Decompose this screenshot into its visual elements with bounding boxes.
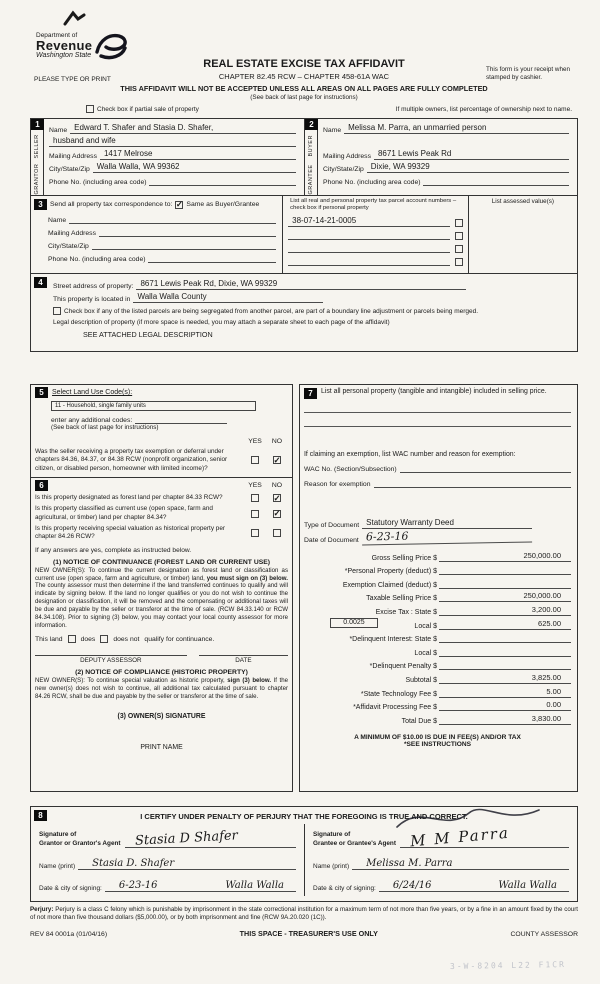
grantee-signature: M M Parra — [409, 823, 511, 851]
minimum-due-note: A MINIMUM OF $10.00 IS DUE IN FEE(S) AND/OR TAX — [354, 733, 521, 741]
current-use-question: Is this property classified as current use (open space, farm and agricultural, or timber) land per chapter 84.34? — [35, 505, 213, 521]
doc-type-label: Type of Document — [304, 522, 360, 529]
located-in-label: This property is located in — [53, 296, 131, 303]
grantor-name-print-label: Name (print) — [39, 863, 76, 870]
grantor-date-city-field[interactable]: 6-23-16 Walla Walla — [105, 880, 296, 892]
section-seller — [31, 119, 304, 195]
revenue-swoosh-icon — [94, 32, 128, 60]
section-3-number: 3 — [34, 199, 47, 210]
seller-sidestrip — [31, 119, 44, 195]
buyer-csz-label: City/State/Zip — [323, 166, 364, 173]
grantee-signature-label: Signature of Grantee or Grantee's Agent — [313, 831, 396, 847]
grantor-signature-label: Signature of Grantor or Grantor's Agent — [39, 831, 121, 847]
same-as-buyer-checkbox[interactable]: ✓ — [175, 199, 183, 210]
send-correspondence-label: Send all property tax correspondence to: — [50, 201, 173, 208]
total-due-row: Total Due $ 3,830.00 — [304, 711, 571, 725]
segregated-label: Check box if any of the listed parcels are being segregated from another parcel, are part of a boundary line adjustment or parcels being merged. — [64, 307, 479, 315]
corr-name-label: Name — [48, 217, 67, 224]
wac-label: WAC No. (Section/Subsection) — [304, 466, 397, 473]
current-use-yes-checkbox[interactable] — [251, 510, 259, 518]
section-4-number: 4 — [34, 277, 47, 288]
chapter-line: CHAPTER 82.45 RCW – CHAPTER 458-61A WAC — [218, 72, 390, 81]
s6-yes-header: YES — [248, 481, 262, 489]
wac-field[interactable] — [400, 463, 571, 473]
land-does-checkbox[interactable] — [68, 635, 76, 643]
exemption-claimed-row: Exemption Claimed (deduct) $ — [304, 575, 571, 589]
affidavit-processing-fee-row: *Affidavit Processing Fee $ 0.00 — [304, 698, 571, 712]
rev-number: REV 84 0001a (01/04/16) — [30, 930, 108, 938]
section-buyer — [304, 119, 577, 195]
buyer-mail-field[interactable]: 8671 Lewis Peak Rd — [374, 149, 569, 160]
form-header — [30, 0, 578, 118]
forest-no-checkbox[interactable]: ✓ — [273, 492, 281, 503]
partial-sale-checkbox[interactable] — [86, 105, 94, 113]
dor-logo-text — [36, 32, 92, 59]
notice-compliance-title: (2) NOTICE OF COMPLIANCE (HISTORIC PROPERTY) — [75, 669, 248, 676]
grantor-name-print-field[interactable]: Stasia D. Shafer — [78, 858, 296, 870]
see-instructions-note: *SEE INSTRUCTIONS — [403, 740, 472, 748]
please-type-label: PLEASE TYPE OR PRINT — [34, 76, 111, 83]
section-1-number: 1 — [31, 119, 44, 130]
corr-phone-field[interactable] — [148, 253, 276, 263]
section-7-number: 7 — [304, 388, 317, 399]
parcel-number-field-2[interactable] — [288, 230, 450, 240]
delinquent-penalty-row: *Delinquent Penalty $ — [304, 657, 571, 671]
historic-no-checkbox[interactable] — [273, 529, 281, 537]
state-technology-fee-value[interactable]: 5.00 — [439, 687, 571, 698]
revenue-line: Revenue — [36, 38, 93, 53]
grantee-date-city-label: Date & city of signing: — [313, 885, 376, 892]
personal-property-label: List all personal property (tangible and intangible) included in selling price. — [321, 388, 547, 395]
grantee-name-print-label: Name (print) — [313, 863, 350, 870]
reason-label: Reason for exemption — [304, 481, 371, 488]
delinquent-interest-state-row: *Delinquent Interest: State $ — [304, 630, 571, 644]
excise-tax-state-row: Excise Tax : State $ 3,200.00 — [304, 602, 571, 616]
total-due-value[interactable]: 3,830.00 — [439, 714, 571, 725]
land-post-label: qualify for continuance. — [144, 635, 215, 643]
land-pre-label: This land — [35, 635, 63, 643]
delinquent-interest-local-row: Local $ — [304, 643, 571, 657]
grantor-signature-field[interactable] — [125, 826, 296, 848]
local-rate-box[interactable]: 0.0025 — [330, 618, 378, 628]
perjury-paragraph: Perjury: Perjury is a class C felony which is punishable by imprisonment in the state correctional institution for a maximum term of not more than five years, or by a fine in an amount fixed by the court of not more than five thousand dollars ($5,000.00), or by both imprisonment and fine (RCW 9A.20.020 (1C)). — [30, 906, 578, 922]
s5-yes-header: YES — [248, 438, 262, 445]
seller-name-field-2[interactable]: husband and wife — [49, 136, 296, 147]
seller-name-label: Name — [49, 127, 68, 134]
parcel-number-field[interactable]: 38-07-14-21-0005 — [288, 216, 450, 227]
subtotal-value[interactable]: 3,825.00 — [439, 673, 571, 684]
segregated-checkbox[interactable] — [53, 307, 61, 315]
seller-name-field[interactable]: Edward T. Shafer and Stasia D. Shafer, — [70, 123, 296, 134]
left-column — [30, 384, 293, 792]
seller-mail-field[interactable]: 1417 Melrose — [100, 149, 296, 160]
deputy-assessor-label: DEPUTY ASSESSOR — [35, 655, 187, 664]
historic-yes-checkbox[interactable] — [251, 529, 259, 537]
grantor-date-city-label: Date & city of signing: — [39, 885, 102, 892]
deferral-yes-checkbox[interactable] — [251, 456, 259, 464]
continuance-qualify-row — [35, 635, 288, 643]
county-assessor-label: COUNTY ASSESSOR — [510, 930, 578, 938]
same-as-buyer-label: Same as Buyer/Grantee — [186, 201, 260, 208]
partial-sale-label: Check box if partial sale of property — [97, 105, 199, 113]
seller-phone-field[interactable] — [149, 176, 296, 186]
section-7 — [299, 384, 578, 792]
reason-field[interactable] — [374, 478, 572, 488]
exemption-claimed-value[interactable] — [439, 579, 571, 589]
see-back-note: (See back of last page for instructions) — [250, 94, 358, 101]
corr-csz-label: City/State/Zip — [48, 243, 89, 250]
section-8 — [30, 806, 578, 902]
warning-line: THIS AFFIDAVIT WILL NOT BE ACCEPTED UNLESS ALL AREAS ON ALL PAGES ARE FULLY COMPLETED — [120, 84, 488, 93]
taxable-selling-price-value[interactable]: 250,000.00 — [439, 591, 571, 602]
form-title: REAL ESTATE EXCISE TAX AFFIDAVIT — [203, 58, 405, 70]
corr-name-field[interactable] — [69, 214, 276, 224]
parcel-personal-checkbox-3[interactable] — [455, 245, 463, 253]
certify-statement: I CERTIFY UNDER PENALTY OF PERJURY THAT THE FOREGOING IS TRUE AND CORRECT. — [140, 812, 468, 821]
taxable-selling-price-row: Taxable Selling Price $ 250,000.00 — [304, 589, 571, 603]
corr-mail-label: Mailing Address — [48, 230, 96, 237]
land-does-not-checkbox[interactable] — [100, 635, 108, 643]
seller-side-label: SELLER — [34, 134, 40, 159]
s5-see-back-note: (See back of last page for instructions) — [51, 424, 159, 431]
footer-row — [30, 929, 578, 938]
buyer-mail-label: Mailing Address — [323, 153, 371, 160]
notice-continuance-text: NEW OWNER(S): To continue the current designation as forest land or classification as current use (open space, farm and agriculture, or timber) land, you must sign on (3) below. The county assessor must then determine if the land transferred continues to qualify and will indicate by signing below. If the land no longer qualifies or you do not wish to continue the designation or classification, it will be removed and the compensating or additional taxes will be due and payable by the seller or transferor at the time of sale. (RCW 84.33.140 or RCW 84.34.108). Prior to signing (3) below, you may contact your local county assessor for more information. — [35, 566, 288, 630]
forest-land-question: Is this property designated as forest land per chapter 84.33 RCW? — [35, 493, 223, 501]
section-8-number: 8 — [34, 810, 47, 821]
dept-line: Department of — [36, 32, 78, 39]
subtotal-row: Subtotal $ 3,825.00 — [304, 670, 571, 684]
land-use-code-field[interactable]: 11 - Household, single family units — [51, 401, 256, 411]
section-5 — [31, 385, 292, 477]
corr-csz-field[interactable] — [92, 240, 276, 250]
tax-computation-table — [304, 548, 571, 725]
current-use-no-checkbox[interactable]: ✓ — [273, 508, 281, 519]
corr-phone-label: Phone No. (including area code) — [48, 256, 146, 263]
parcel-number-field-4[interactable] — [288, 256, 450, 266]
doc-date-field[interactable]: 6-23-16 — [362, 528, 532, 546]
personal-property-deduct-row: *Personal Property (deduct) $ — [304, 562, 571, 576]
grantee-name-print-field[interactable]: Melissa M. Parra — [352, 858, 569, 870]
buyer-side-label: BUYER — [308, 135, 314, 157]
personal-property-line-2[interactable] — [304, 413, 571, 427]
personal-property-deduct-value[interactable] — [439, 565, 571, 575]
multiple-owners-note: If multiple owners, list percentage of ownership next to name. — [395, 105, 572, 113]
grantee-date-city-field[interactable]: 6/24/16 Walla Walla — [379, 880, 569, 892]
additional-codes-field[interactable] — [135, 414, 227, 424]
land-does-not-label: does not — [113, 635, 140, 643]
legal-description-label: Legal description of property (if more space is needed, you may attach a separate sheet to each page of the affidavit) — [53, 319, 390, 326]
section-6 — [31, 477, 292, 791]
seller-csz-label: City/State/Zip — [49, 166, 90, 173]
section-2-number: 2 — [305, 119, 318, 130]
historic-question: Is this property receiving special valuation as historical property per chapter 84.26 RCW? — [35, 524, 226, 541]
section-4 — [31, 273, 577, 351]
additional-codes-label: enter any additional codes: — [51, 417, 133, 424]
buyer-csz-field[interactable]: Dixie, WA 99329 — [367, 162, 569, 173]
parcel-number-field-3[interactable] — [288, 243, 450, 253]
faint-stamp-text: 3-W-8204 L22 F1CR — [450, 959, 567, 972]
treasurer-use-label: THIS SPACE - TREASURER'S USE ONLY — [239, 928, 378, 938]
buyer-phone-label: Phone No. (including area code) — [323, 179, 421, 186]
deferral-question: Was the seller receiving a property tax exemption or deferral under chapters 84.36, 84.37, or 84.38 RCW (nonprofit organization, senior citizen, or disabled person, homeowner with limited income)? — [35, 448, 228, 472]
land-does-label: does — [80, 635, 96, 643]
print-name-label: PRINT NAME — [140, 743, 183, 751]
forest-yes-checkbox[interactable] — [251, 494, 259, 502]
deferral-no-checkbox[interactable]: ✓ — [273, 455, 281, 466]
grantee-signature-field[interactable] — [400, 823, 569, 851]
grantee-side-label: GRANTEE — [308, 163, 314, 194]
located-in-field[interactable]: Walla Walla County — [133, 292, 323, 303]
assessed-value-header: List assessed value(s) — [491, 198, 555, 205]
legal-description-field[interactable]: SEE ATTACHED LEGAL DESCRIPTION — [83, 330, 213, 339]
if-yes-note: If any answers are yes, complete as instructed below. — [35, 546, 192, 554]
s6-no-header: NO — [271, 481, 283, 489]
buyer-name-label: Name — [323, 127, 342, 134]
excise-tax-state-value[interactable]: 3,200.00 — [439, 605, 571, 616]
state-technology-fee-row: *State Technology Fee $ 5.00 — [304, 684, 571, 698]
parcel-personal-checkbox-2[interactable] — [455, 232, 463, 240]
grantee-signing-block — [304, 824, 577, 896]
pen-mark-icon — [62, 10, 88, 30]
gross-selling-price-row: Gross Selling Price $ 250,000.00 — [304, 548, 571, 562]
grantor-signing-block — [31, 824, 304, 896]
notice-continuance-title: (1) NOTICE OF CONTINUANCE (FOREST LAND OR CURRENT USE) — [52, 558, 271, 566]
exemption-label: If claiming an exemption, list WAC number and reason for exemption: — [304, 451, 516, 458]
doc-type-field[interactable]: Statutory Warranty Deed — [362, 518, 532, 529]
section-5-number: 5 — [35, 387, 48, 398]
state-line: Washington State — [36, 52, 92, 59]
parcel-personal-checkbox-1[interactable] — [455, 219, 463, 227]
delinquent-penalty-value[interactable] — [439, 660, 571, 670]
corr-mail-field[interactable] — [99, 227, 276, 237]
buyer-phone-field[interactable] — [423, 176, 569, 186]
partial-sale-row — [86, 105, 572, 113]
section-6-number: 6 — [35, 480, 48, 491]
street-address-label: Street address of property: — [53, 283, 134, 290]
assessor-date-label: DATE — [199, 655, 288, 664]
parties-box — [30, 118, 578, 352]
affidavit-processing-fee-value[interactable]: 0.00 — [439, 700, 571, 711]
buyer-sidestrip — [305, 119, 318, 195]
receipt-note: This form is your receipt when stamped by cashier. — [486, 66, 570, 81]
seller-mail-label: Mailing Address — [49, 153, 97, 160]
s5-no-header: NO — [271, 438, 283, 445]
seller-csz-field[interactable]: Walla Walla, WA 99362 — [93, 162, 296, 173]
street-address-field[interactable]: 8671 Lewis Peak Rd, Dixie, WA 99329 — [136, 279, 466, 290]
notice-compliance-text: NEW OWNER(S): To continue special valuation as historic property, sign (3) below. If the new owner(s) does not wish to continue, all additional tax calculated pursuant to chapter 84.26 RCW, shall be due and payable by the seller or transferor at the time of sale. — [35, 677, 289, 700]
section-3 — [31, 195, 577, 273]
grantor-side-label: GRANTOR — [34, 163, 40, 195]
parcel-header: List all real and personal property tax parcel account numbers – check box if personal property — [290, 198, 457, 212]
deputy-assessor-row — [35, 655, 288, 664]
delinquent-interest-local-value[interactable] — [439, 647, 571, 657]
grantor-signature: Stasia D Shafer — [134, 828, 238, 849]
delinquent-interest-state-value[interactable] — [439, 633, 571, 643]
parcel-personal-checkbox-4[interactable] — [455, 258, 463, 266]
seller-phone-label: Phone No. (including area code) — [49, 179, 147, 186]
excise-tax-local-value[interactable]: 625.00 — [439, 619, 571, 630]
dor-logo — [36, 32, 128, 60]
doc-date-label: Date of Document — [304, 537, 359, 544]
gross-selling-price-value[interactable]: 250,000.00 — [439, 551, 571, 562]
land-use-label: Select Land Use Code(s): — [52, 389, 133, 396]
excise-tax-local-row: 0.0025 Local $ 625.00 — [304, 616, 571, 630]
personal-property-line-1[interactable] — [304, 399, 571, 413]
owners-signature-label: (3) OWNER(S) SIGNATURE — [117, 712, 206, 720]
buyer-name-field[interactable]: Melissa M. Parra, an unmarried person — [344, 123, 569, 134]
